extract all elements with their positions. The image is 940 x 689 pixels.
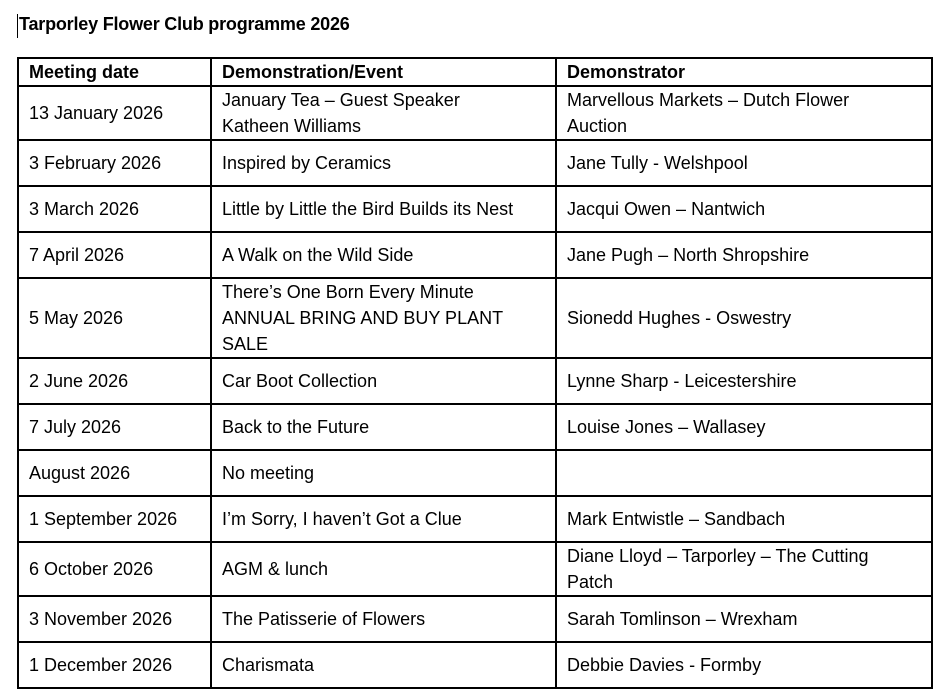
meeting-date: 13 January 2026 [18,86,211,140]
meeting-date: August 2026 [18,450,211,496]
table-row [18,596,932,642]
table-header-row [18,58,932,86]
table-row [18,496,932,542]
demonstrator: Sionedd Hughes - Oswestry [556,278,932,358]
text-cursor [17,14,18,38]
table-row [18,86,932,140]
event-line: SALE [222,334,269,354]
demonstrator [556,450,932,496]
table-row [18,278,932,358]
event: A Walk on the Wild Side [211,232,556,278]
document-title: Tarporley Flower Club programme 2026 [19,14,350,34]
meeting-date: 3 February 2026 [18,140,211,186]
meeting-date: 5 May 2026 [18,278,211,358]
meeting-date: 7 April 2026 [18,232,211,278]
meeting-date: 2 June 2026 [18,358,211,404]
event-line: There’s One Born Every Minute [222,282,474,302]
event: The Patisserie of Flowers [211,596,556,642]
event: Inspired by Ceramics [211,140,556,186]
meeting-date: 6 October 2026 [18,542,211,596]
event: Little by Little the Bird Builds its Nest [211,186,556,232]
demonstrator [556,542,932,596]
table-row [18,186,932,232]
demonstrator: Lynne Sharp - Leicestershire [556,358,932,404]
table-row [18,358,932,404]
event: I’m Sorry, I haven’t Got a Clue [211,496,556,542]
event: No meeting [211,450,556,496]
table-row [18,450,932,496]
event [211,278,556,358]
demonstrator: Debbie Davies - Formby [556,642,932,688]
header-demonstration-event: Demonstration/Event [211,58,556,86]
event [211,86,556,140]
meeting-date: 3 March 2026 [18,186,211,232]
meeting-date: 1 December 2026 [18,642,211,688]
demonstrator: Jacqui Owen – Nantwich [556,186,932,232]
table-row [18,140,932,186]
meeting-date: 3 November 2026 [18,596,211,642]
event-line: ANNUAL BRING AND BUY PLANT [222,308,504,328]
table-row [18,542,932,596]
programme-table [17,57,933,689]
demonstrator: Sarah Tomlinson – Wrexham [556,596,932,642]
event: Charismata [211,642,556,688]
demonstrator: Mark Entwistle – Sandbach [556,496,932,542]
meeting-date: 7 July 2026 [18,404,211,450]
event-line: January Tea – Guest Speaker [222,90,460,110]
demonstrator: Jane Pugh – North Shropshire [556,232,932,278]
demonstrator-line: Auction [567,116,628,136]
event: Back to the Future [211,404,556,450]
table-row [18,642,932,688]
demonstrator: Jane Tully - Welshpool [556,140,932,186]
event: Car Boot Collection [211,358,556,404]
header-meeting-date: Meeting date [18,58,211,86]
event: AGM & lunch [211,542,556,596]
meeting-date: 1 September 2026 [18,496,211,542]
demonstrator-line: Patch [567,572,614,592]
demonstrator-line: Diane Lloyd – Tarporley – The Cutting [567,546,869,566]
event-line: Katheen Williams [222,116,362,136]
demonstrator: Louise Jones – Wallasey [556,404,932,450]
table-row [18,232,932,278]
demonstrator-line: Marvellous Markets – Dutch Flower [567,90,850,110]
demonstrator [556,86,932,140]
table-row [18,404,932,450]
header-demonstrator: Demonstrator [556,58,932,86]
